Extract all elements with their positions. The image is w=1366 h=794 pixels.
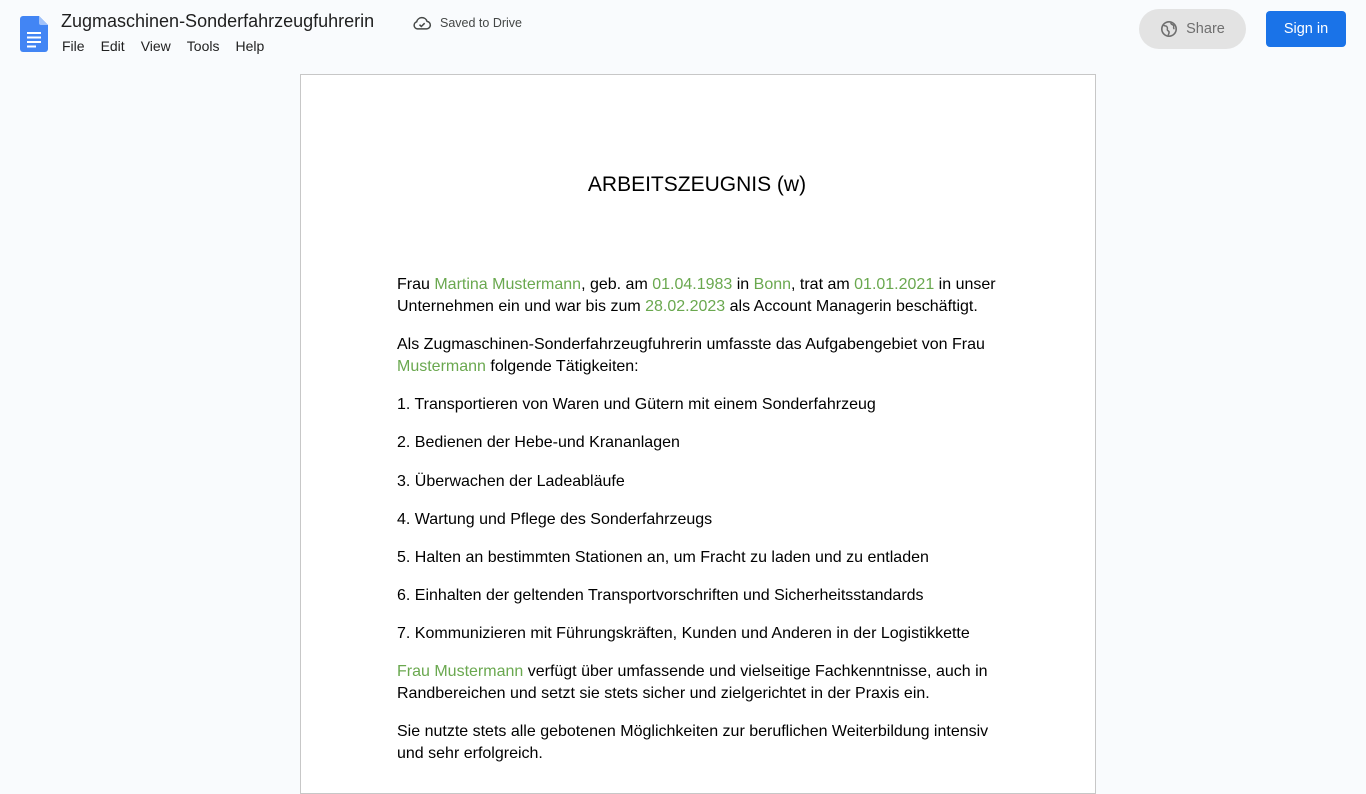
- save-status[interactable]: [412, 14, 522, 32]
- menu-help[interactable]: Help: [235, 38, 265, 54]
- save-status-label: Saved to Drive: [440, 16, 522, 30]
- docs-logo-icon[interactable]: [20, 16, 48, 52]
- end-date: 28.02.2023: [645, 298, 726, 315]
- task-item: 3. Überwachen der Ladeabläufe: [397, 473, 625, 490]
- task-item: 2. Bedienen der Hebe-und Krananlagen: [397, 434, 680, 451]
- employee-surname: Mustermann: [397, 358, 486, 375]
- globe-icon: [1160, 20, 1178, 38]
- document-title[interactable]: Zugmaschinen-Sonderfahrzeugfuhrerin: [61, 11, 375, 31]
- start-date: 01.01.2021: [854, 276, 935, 293]
- task-item: 4. Wartung und Pflege des Sonderfahrzeugs: [397, 511, 713, 528]
- menu-view[interactable]: View: [140, 38, 171, 54]
- employee-name: Martina Mustermann: [434, 276, 582, 293]
- menu-tools[interactable]: Tools: [186, 38, 220, 54]
- tasks-intro-paragraph: Als Zugmaschinen-Sonderfahrzeugfuhrerin umfasste das Aufgabengebiet von Frau Mustermann folgende Tätigkeiten:: [397, 336, 985, 375]
- training-paragraph: Sie nutzte stets alle gebotenen Möglichkeiten zur beruflichen Weiterbildung intensiv und sehr erfolgreich.: [397, 723, 989, 762]
- birth-date: 01.04.1983: [652, 276, 733, 293]
- menu-edit[interactable]: Edit: [100, 38, 125, 54]
- sign-in-button[interactable]: Sign in: [1266, 11, 1346, 47]
- task-item: 7. Kommunizieren mit Führungskräften, Kunden und Anderen in der Logistikkette: [397, 625, 970, 642]
- cloud-done-icon: [412, 15, 432, 31]
- task-item: 6. Einhalten der geltenden Transportvorschriften und Sicherheitsstandards: [397, 587, 924, 604]
- menu-bar: [54, 36, 272, 56]
- top-bar: [0, 0, 1366, 64]
- menu-file[interactable]: File: [62, 38, 85, 54]
- task-item: 1. Transportieren von Waren und Gütern mit einem Sonderfahrzeug: [397, 396, 876, 413]
- task-item: 5. Halten an bestimmten Stationen an, um Fracht zu laden und zu entladen: [397, 549, 929, 566]
- intro-paragraph: Frau Martina Mustermann, geb. am 01.04.1983 in Bonn, trat am 01.01.2021 in unser Unternehmen ein und war bis zum 28.02.2023 als Account Managerin beschäftigt.: [397, 276, 996, 315]
- share-label: Share: [1186, 21, 1225, 37]
- document-page[interactable]: [300, 74, 1096, 794]
- share-button[interactable]: [1139, 9, 1246, 49]
- skills-paragraph: Frau Mustermann verfügt über umfassende und vielseitige Fachkenntnisse, auch in Randbereichen und setzt sie stets sicher und zielgerichtet in der Praxis ein.: [397, 663, 988, 702]
- document-heading: ARBEITSZEUGNIS (w): [587, 173, 807, 196]
- employee-reference: Frau Mustermann: [397, 663, 524, 680]
- birth-city: Bonn: [753, 276, 792, 293]
